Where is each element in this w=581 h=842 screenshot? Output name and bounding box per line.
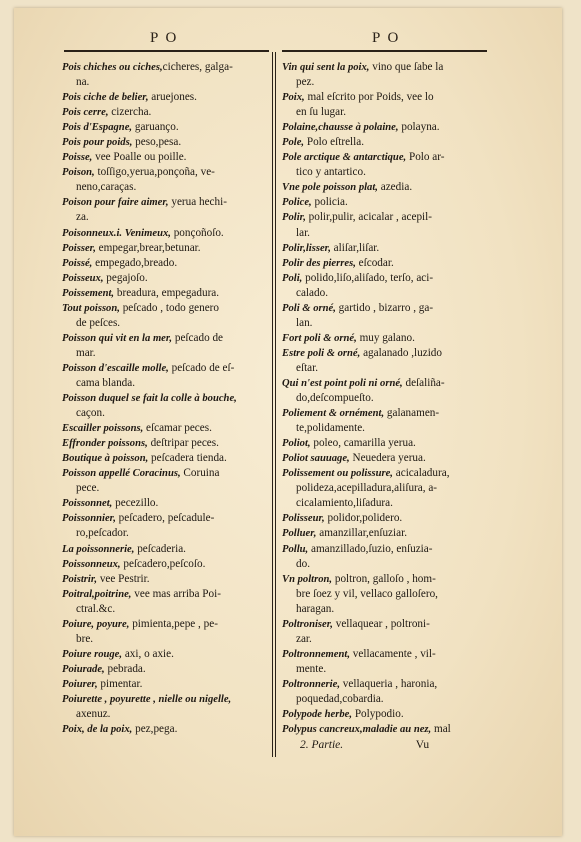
entry-definition: breadura, empegadura. — [114, 286, 220, 299]
entry-definition-continued: lar. — [296, 226, 310, 239]
entry-headword: Estre poli & orné, — [282, 347, 361, 359]
dictionary-entry — [62, 421, 274, 436]
entry-definition-continued: eſtar. — [296, 361, 319, 374]
entry-headword: Poisson appellé Coracinus, — [62, 468, 181, 480]
entry-definition-continued: neno,caraças. — [76, 181, 137, 194]
entry-definition-continued: de peſces. — [76, 316, 121, 329]
dictionary-entry — [282, 90, 494, 120]
dictionary-entry — [282, 617, 494, 647]
entry-definition-continued: zar. — [296, 632, 312, 645]
dictionary-entry — [62, 286, 274, 301]
entry-definition: cizercha. — [108, 106, 152, 119]
entry-definition: aruejones. — [148, 91, 197, 104]
signature-mark: Vu — [415, 739, 430, 751]
dictionary-entry — [62, 542, 274, 557]
entry-headword: Poiure rouge, — [62, 648, 123, 660]
entry-definition: Coruina — [180, 467, 220, 480]
entry-headword: Poiure, poyure, — [62, 618, 130, 630]
entry-headword: Pois chiches ou ciches, — [62, 62, 163, 73]
dictionary-entry — [62, 90, 274, 105]
entry-headword: Polluer, — [282, 528, 317, 540]
dictionary-entry — [62, 195, 274, 225]
dictionary-entry — [62, 105, 274, 120]
dictionary-entry — [282, 331, 494, 346]
entry-headword: Polissement ou polissure, — [282, 468, 393, 480]
entry-definition: pegajoſo. — [103, 271, 148, 284]
entry-headword: Poissement, — [62, 287, 115, 299]
entry-definition: aliſar,liſar. — [330, 241, 380, 254]
entry-definition: polidor,polidero. — [324, 512, 403, 525]
entry-definition: peſcadera tienda. — [148, 452, 227, 465]
entry-headword: Poisser, — [62, 242, 96, 254]
entry-definition: poltron, galloſo , hom- — [332, 572, 436, 585]
entry-definition: axi, o axie. — [122, 647, 174, 660]
entry-definition: Polo ar- — [406, 151, 445, 164]
entry-definition-continued: calado. — [296, 286, 328, 299]
entry-definition: polido,liſo,aliſado, terſo, aci- — [302, 271, 434, 284]
entry-definition: galanamen- — [384, 407, 440, 420]
entry-definition: vee Pestrir. — [97, 572, 150, 585]
dictionary-entry — [282, 707, 494, 722]
entry-headword: Poissonnet, — [62, 498, 113, 510]
entry-headword: Poix, — [282, 92, 305, 104]
entry-headword: Pois d'Espagne, — [62, 122, 133, 134]
entry-definition: eſcamar peces. — [143, 422, 212, 435]
entry-definition-continued: mente. — [296, 662, 327, 675]
dictionary-entry — [282, 301, 494, 331]
entry-headword: Qui n'est point poli ni orné, — [282, 377, 403, 389]
entry-definition: toſſigo,yerua,ponçoña, ve- — [94, 166, 215, 179]
entry-definition: vellacamente , vil- — [350, 647, 436, 660]
entry-headword: Poltronnement, — [282, 648, 350, 660]
entry-definition: gartido , bizarro , ga- — [335, 301, 434, 314]
entry-headword: Fort poli & orné, — [282, 332, 357, 344]
dictionary-entry — [62, 150, 274, 165]
entry-definition-continued: lan. — [296, 316, 313, 329]
entry-headword: Poissé, — [62, 257, 93, 269]
entry-headword: Pois pour poids, — [62, 137, 133, 149]
entry-definition: peſcado de — [172, 331, 224, 344]
dictionary-entry — [282, 271, 494, 301]
entry-headword: Poison, — [62, 167, 95, 179]
entry-headword: Poison pour faire aimer, — [62, 197, 169, 209]
entry-definition-continued: za. — [76, 211, 89, 224]
dictionary-entry — [282, 120, 494, 135]
dictionary-entry — [282, 241, 494, 256]
entry-definition-continued: mar. — [76, 346, 96, 359]
entry-headword: Poisonneux.i. Venimeux, — [62, 227, 171, 239]
entry-headword: Poli, — [282, 272, 303, 284]
entry-definition-continued: do. — [296, 557, 310, 570]
dictionary-entry — [62, 466, 274, 496]
left-column — [62, 60, 274, 737]
entry-definition-continued: polideza,acepilladura,aliſura, a- — [296, 482, 438, 495]
entry-definition-continued: bre ſoez y vil, vellaco galloſero, — [296, 587, 438, 600]
dictionary-entry — [282, 376, 494, 406]
entry-definition: cicheres, galga- — [162, 61, 233, 73]
running-header-right: P O — [372, 30, 401, 46]
entry-definition-continued: bre. — [76, 632, 94, 645]
dictionary-entry — [62, 120, 274, 135]
entry-definition: agalanado ,luzido — [360, 346, 442, 359]
entry-headword: Poisson qui vit en la mer, — [62, 332, 173, 344]
entry-headword: Polypus cancreux,maladie au nez, — [282, 724, 432, 736]
dictionary-entry — [282, 542, 494, 572]
dictionary-entry — [282, 647, 494, 677]
dictionary-entry — [62, 647, 274, 662]
dictionary-entry — [62, 557, 274, 572]
entry-headword: Poisse, — [62, 152, 93, 164]
entry-headword: Poiurade, — [62, 663, 105, 675]
entry-headword: Boutique à poisson, — [62, 453, 149, 465]
entry-definition: peso,pesa. — [132, 136, 182, 149]
dictionary-entry — [62, 361, 274, 391]
page-footer — [300, 739, 429, 751]
dictionary-entry — [282, 572, 494, 617]
dictionary-entry — [282, 135, 494, 150]
entry-definition-continued: caçon. — [76, 407, 105, 420]
dictionary-entry — [62, 617, 274, 647]
entry-headword: Poli & orné, — [282, 302, 336, 314]
entry-headword: Pois ciche de belier, — [62, 92, 149, 104]
dictionary-entry — [282, 180, 494, 195]
entry-headword: Poistrir, — [62, 573, 98, 585]
entry-headword: Poliement & ornément, — [282, 408, 385, 420]
entry-headword: Polir des pierres, — [282, 257, 356, 269]
entry-definition: peſcadero, peſcadule- — [115, 512, 215, 525]
entry-headword: Polisseur, — [282, 513, 325, 525]
entry-definition: Polypodio. — [352, 708, 404, 721]
entry-definition: empegado,breado. — [92, 256, 178, 269]
entry-headword: Poliot sauuage, — [282, 453, 350, 465]
dictionary-entry — [62, 722, 274, 737]
entry-definition-continued: tico y antartico. — [296, 166, 366, 179]
entry-definition: policia. — [311, 196, 348, 209]
dictionary-entry — [62, 256, 274, 271]
dictionary-entry — [62, 271, 274, 286]
entry-definition: mal — [431, 723, 451, 736]
entry-definition: empegar,brear,betunar. — [95, 241, 201, 254]
entry-definition-continued: do,deſcompueſto. — [296, 392, 374, 405]
entry-definition-continued: en ſu lugar. — [296, 106, 347, 119]
entry-definition: pecezillo. — [112, 497, 159, 510]
dictionary-entry — [62, 241, 274, 256]
dictionary-entry — [282, 436, 494, 451]
entry-definition: pebrada. — [104, 662, 146, 675]
entry-headword: Tout poisson, — [62, 302, 120, 314]
entry-definition-continued: na. — [76, 76, 90, 89]
entry-definition: peſcadero,peſcoſo. — [120, 557, 206, 570]
entry-definition-continued: cama blanda. — [76, 376, 136, 389]
entry-headword: Police, — [282, 197, 312, 209]
dictionary-entry — [282, 722, 494, 737]
entry-definition: poleo, camarilla yerua. — [310, 437, 416, 450]
entry-headword: Pole, — [282, 137, 305, 149]
dictionary-entry — [282, 451, 494, 466]
entry-headword: Pollu, — [282, 543, 309, 555]
dictionary-entry — [62, 662, 274, 677]
dictionary-entry — [282, 256, 494, 271]
entry-headword: La poissonnerie, — [62, 543, 135, 555]
entry-headword: Poiurer, — [62, 678, 98, 690]
dictionary-entry — [62, 692, 274, 722]
entry-definition-continued: ctral.&c. — [76, 602, 116, 615]
entry-definition: polir,pulir, acicalar , acepil- — [305, 211, 432, 224]
entry-definition: deſtripar peces. — [147, 437, 219, 450]
entry-definition: ponçoñoſo. — [170, 226, 224, 239]
entry-definition: amanzillado,ſuzio, enſuzia- — [308, 542, 433, 555]
entry-headword: Poissonneux, — [62, 558, 121, 570]
entry-definition-continued: axenuz. — [76, 708, 111, 721]
dictionary-entry — [282, 195, 494, 210]
dictionary-entry — [282, 210, 494, 240]
entry-definition-continued: pece. — [76, 482, 100, 495]
dictionary-entry — [62, 391, 274, 421]
entry-definition: vino que ſabe la — [369, 61, 444, 73]
entry-definition: azedia. — [377, 181, 413, 194]
entry-definition-continued: pez. — [296, 76, 315, 89]
entry-definition-continued: ro,peſcador. — [76, 527, 129, 540]
entry-headword: Pois cerre, — [62, 107, 109, 119]
entry-headword: Polir, — [282, 212, 306, 224]
entry-definition: yerua hechi- — [168, 196, 227, 209]
entry-definition: muy galano. — [356, 331, 415, 344]
dictionary-entry — [62, 677, 274, 692]
entry-headword: Polypode herbe, — [282, 709, 353, 721]
dictionary-entry — [62, 587, 274, 617]
dictionary-entry — [282, 511, 494, 526]
entry-definition: pez,pega. — [132, 723, 178, 736]
dictionary-entry — [282, 406, 494, 436]
entry-definition: pimentar. — [97, 677, 143, 690]
part-label: 2. Partie. — [300, 739, 344, 751]
running-header-left: P O — [150, 30, 179, 46]
entry-headword: Poisson duquel se fait la colle à bouche, — [62, 393, 237, 405]
entry-definition: mal eſcrito por Poids, vee lo — [304, 91, 434, 104]
dictionary-entry — [282, 60, 494, 90]
dictionary-entry — [62, 226, 274, 241]
dictionary-entry — [282, 346, 494, 376]
header-rule-right — [282, 50, 487, 52]
dictionary-entry — [62, 451, 274, 466]
entry-definition: peſcaderia. — [134, 542, 186, 555]
entry-definition: garuanço. — [132, 121, 179, 134]
entry-definition: Polo eſtrella. — [304, 136, 365, 149]
entry-definition: peſcado de eſ- — [168, 361, 235, 374]
dictionary-entry — [282, 526, 494, 541]
entry-definition: eſcodar. — [355, 256, 394, 269]
entry-definition: Neuedera yerua. — [349, 452, 426, 465]
entry-headword: Poix, de la poix, — [62, 724, 133, 736]
dictionary-entry — [62, 301, 274, 331]
dictionary-entry — [62, 572, 274, 587]
entry-headword: Poliot, — [282, 438, 311, 450]
entry-headword: Poisson d'escaille molle, — [62, 362, 169, 374]
entry-definition-continued: cicalamiento,liſadura. — [296, 497, 393, 510]
dictionary-entry — [62, 135, 274, 150]
entry-headword: Vin qui sent la poix, — [282, 62, 370, 73]
dictionary-entry — [282, 466, 494, 511]
entry-definition: vee Poalle ou poille. — [92, 151, 187, 164]
entry-headword: Poitral,poitrine, — [62, 588, 132, 600]
entry-headword: Poiurette , poyurette , nielle ou nigelle, — [62, 693, 232, 705]
entry-definition-continued: poquedad,cobardia. — [296, 692, 384, 705]
entry-headword: Poissonnier, — [62, 513, 116, 525]
entry-headword: Polir,lisser, — [282, 242, 331, 254]
entry-headword: Escailler poissons, — [62, 423, 144, 435]
entry-headword: Poisseux, — [62, 272, 104, 284]
dictionary-entry — [282, 150, 494, 180]
entry-definition: vellaqueria , haronia, — [339, 677, 438, 690]
entry-headword: Poltronnerie, — [282, 678, 340, 690]
entry-definition: pimienta,pepe , pe- — [129, 617, 218, 630]
entry-headword: Pole arctique & antarctique, — [282, 152, 407, 164]
entry-headword: Vn poltron, — [282, 573, 333, 585]
dictionary-entry — [62, 60, 274, 90]
dictionary-entry — [62, 165, 274, 195]
entry-definition: polayna. — [398, 121, 440, 134]
entry-headword: Poltroniser, — [282, 618, 333, 630]
right-column — [282, 60, 494, 737]
entry-definition: acicaladura, — [392, 467, 450, 480]
entry-definition: vee mas arriba Poi- — [131, 587, 221, 600]
entry-definition: amanzillar,enſuziar. — [316, 527, 407, 540]
header-rule-left — [64, 50, 269, 52]
entry-definition-continued: te,polidamente. — [296, 422, 365, 435]
entry-definition: peſcado , todo genero — [119, 301, 220, 314]
entry-headword: Polaine,chausse à polaine, — [282, 122, 399, 134]
entry-definition-continued: haragan. — [296, 602, 335, 615]
dictionary-entry — [62, 496, 274, 511]
dictionary-entry — [62, 331, 274, 361]
entry-headword: Effronder poissons, — [62, 438, 148, 450]
entry-headword: Vne pole poisson plat, — [282, 182, 378, 194]
dictionary-entry — [282, 677, 494, 707]
entry-definition: deſaliña- — [402, 376, 445, 389]
entry-definition: vellaquear , poltroni- — [332, 617, 430, 630]
dictionary-entry — [62, 436, 274, 451]
dictionary-entry — [62, 511, 274, 541]
